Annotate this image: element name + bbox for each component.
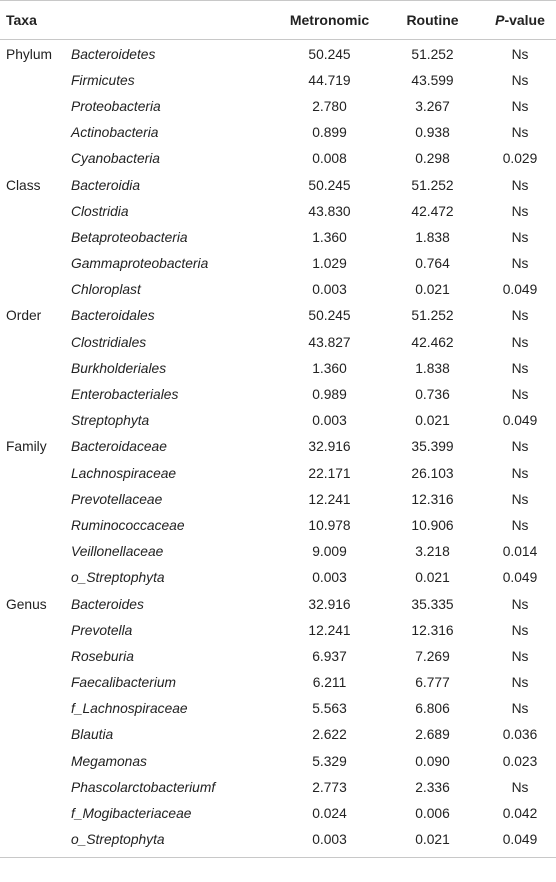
taxon-name-cell: Veillonellaceae	[71, 544, 164, 560]
routine-cell: 35.335	[411, 596, 454, 612]
routine-cell: 0.764	[415, 256, 450, 272]
metronomic-cell: 32.916	[308, 596, 351, 612]
table-row	[0, 670, 556, 696]
routine-cell: 26.103	[411, 465, 454, 481]
p-value-cell: 0.042	[502, 806, 538, 822]
table-body	[0, 40, 556, 853]
p-value-cell: Ns	[511, 779, 529, 795]
table-row	[0, 303, 556, 329]
p-value-cell: Ns	[511, 491, 529, 507]
table-row	[0, 539, 556, 565]
table-row	[0, 355, 556, 381]
header-routine: Routine	[406, 12, 459, 28]
routine-cell: 51.252	[411, 308, 454, 324]
taxon-name-cell: Roseburia	[71, 648, 134, 664]
routine-cell: 35.399	[411, 439, 454, 455]
taxon-name-cell: Phascolarctobacteriumf	[71, 779, 216, 795]
table-row	[0, 800, 556, 826]
routine-cell: 12.316	[411, 622, 454, 638]
table-row	[0, 408, 556, 434]
table-row	[0, 591, 556, 617]
routine-cell: 3.218	[415, 544, 450, 560]
metronomic-cell: 43.827	[308, 334, 351, 350]
metronomic-cell: 0.899	[312, 125, 347, 141]
p-value-cell: Ns	[511, 72, 529, 88]
routine-cell: 0.021	[415, 413, 450, 429]
routine-cell: 42.462	[411, 334, 454, 350]
p-value-cell: Ns	[511, 98, 529, 114]
metronomic-cell: 0.003	[312, 413, 347, 429]
metronomic-cell: 9.009	[312, 544, 347, 560]
metronomic-cell: 22.171	[308, 465, 351, 481]
rank-cell: Class	[6, 177, 41, 193]
table-row	[0, 93, 556, 119]
routine-cell: 7.269	[415, 648, 450, 664]
routine-cell: 0.298	[415, 151, 450, 167]
metronomic-cell: 0.003	[312, 570, 347, 586]
metronomic-cell: 6.211	[312, 675, 347, 691]
routine-cell: 51.252	[411, 46, 454, 62]
metronomic-cell: 0.003	[312, 832, 347, 848]
metronomic-cell: 43.830	[308, 203, 351, 219]
p-value-cell: Ns	[511, 387, 529, 403]
p-value-cell: 0.049	[502, 832, 538, 848]
table-row	[0, 120, 556, 146]
routine-cell: 0.021	[415, 832, 450, 848]
table-row	[0, 460, 556, 486]
p-value-cell: Ns	[511, 622, 529, 638]
p-value-cell: Ns	[511, 334, 529, 350]
metronomic-cell: 1.029	[312, 256, 347, 272]
routine-cell: 2.336	[415, 779, 450, 795]
table-row	[0, 146, 556, 172]
taxon-name-cell: Actinobacteria	[71, 125, 159, 141]
taxon-name-cell: Megamonas	[71, 753, 147, 769]
table-row	[0, 565, 556, 591]
header-p-value	[484, 12, 556, 28]
metronomic-cell: 5.329	[312, 753, 347, 769]
taxon-name-cell: f_Lachnospiraceae	[71, 701, 188, 717]
routine-cell: 42.472	[411, 203, 454, 219]
routine-cell: 0.006	[415, 806, 450, 822]
p-value-cell: 0.023	[502, 753, 538, 769]
table-row	[0, 512, 556, 538]
taxon-name-cell: Burkholderiales	[71, 360, 167, 376]
p-value-cell: 0.049	[502, 282, 538, 298]
routine-cell: 10.906	[411, 517, 454, 533]
taxon-name-cell: Gammaproteobacteria	[71, 256, 209, 272]
table-row	[0, 643, 556, 669]
p-value-cell: Ns	[511, 308, 529, 324]
routine-cell: 1.838	[415, 360, 450, 376]
table-row	[0, 381, 556, 407]
taxon-name-cell: o_Streptophyta	[71, 570, 165, 586]
p-value-cell: Ns	[511, 439, 529, 455]
routine-cell: 0.736	[415, 387, 450, 403]
metronomic-cell: 0.024	[312, 806, 347, 822]
p-value-cell: Ns	[511, 256, 529, 272]
metronomic-cell: 44.719	[308, 72, 351, 88]
p-value-cell: Ns	[511, 596, 529, 612]
p-value-cell: Ns	[511, 517, 529, 533]
p-value-cell: 0.029	[502, 151, 538, 167]
table-row	[0, 774, 556, 800]
table-row	[0, 748, 556, 774]
routine-cell: 6.806	[415, 701, 450, 717]
taxon-name-cell: Bacteroidetes	[71, 46, 156, 62]
table-row	[0, 696, 556, 722]
p-value-cell: Ns	[511, 465, 529, 481]
p-value-cell: 0.014	[502, 544, 538, 560]
table-row	[0, 198, 556, 224]
taxon-name-cell: Ruminococcaceae	[71, 517, 185, 533]
metronomic-cell: 12.241	[308, 491, 351, 507]
taxon-name-cell: Chloroplast	[71, 282, 141, 298]
p-value-cell: Ns	[511, 648, 529, 664]
table-row	[0, 224, 556, 250]
p-value-cell: Ns	[511, 177, 529, 193]
routine-cell: 0.021	[415, 282, 450, 298]
taxon-name-cell: Bacteroidia	[71, 177, 141, 193]
rank-cell: Order	[6, 308, 42, 324]
table-row	[0, 434, 556, 460]
metronomic-cell: 50.245	[308, 177, 351, 193]
header-p-suffix: -value	[504, 12, 545, 28]
metronomic-cell: 12.241	[308, 622, 351, 638]
metronomic-cell: 2.780	[312, 98, 347, 114]
routine-cell: 3.267	[415, 98, 450, 114]
routine-cell: 0.090	[415, 753, 450, 769]
routine-cell: 12.316	[411, 491, 454, 507]
metronomic-cell: 0.008	[312, 151, 347, 167]
taxon-name-cell: Blautia	[71, 727, 114, 743]
metronomic-cell: 50.245	[308, 308, 351, 324]
rank-cell: Genus	[6, 596, 47, 612]
p-value-cell: Ns	[511, 125, 529, 141]
metronomic-cell: 1.360	[312, 360, 347, 376]
taxon-name-cell: Betaproteobacteria	[71, 229, 188, 245]
metronomic-cell: 0.989	[312, 387, 347, 403]
routine-cell: 43.599	[411, 72, 454, 88]
taxon-name-cell: Cyanobacteria	[71, 151, 160, 167]
routine-cell: 2.689	[415, 727, 450, 743]
header-p-letter: P	[495, 12, 505, 28]
taxon-name-cell: Faecalibacterium	[71, 675, 177, 691]
table-row	[0, 251, 556, 277]
p-value-cell: 0.036	[502, 727, 538, 743]
p-value-cell: Ns	[511, 675, 529, 691]
taxon-name-cell: Clostridiales	[71, 334, 147, 350]
header-metronomic: Metronomic	[289, 12, 370, 28]
p-value-cell: Ns	[511, 203, 529, 219]
taxon-name-cell: Bacteroides	[71, 596, 144, 612]
taxon-name-cell: Firmicutes	[71, 72, 135, 88]
table-row	[0, 41, 556, 67]
metronomic-cell: 2.622	[312, 727, 347, 743]
taxon-name-cell: Prevotellaceae	[71, 491, 163, 507]
taxon-name-cell: o_Streptophyta	[71, 832, 165, 848]
table-row	[0, 827, 556, 853]
taxon-name-cell: Prevotella	[71, 622, 133, 638]
table-bottom-rule	[0, 857, 556, 858]
metronomic-cell: 1.360	[312, 229, 347, 245]
routine-cell: 51.252	[411, 177, 454, 193]
table-row	[0, 172, 556, 198]
taxon-name-cell: f_Mogibacteriaceae	[71, 806, 192, 822]
taxon-name-cell: Lachnospiraceae	[71, 465, 177, 481]
table-header	[0, 0, 556, 40]
metronomic-cell: 10.978	[308, 517, 351, 533]
p-value-cell: Ns	[511, 229, 529, 245]
taxon-name-cell: Bacteroidales	[71, 308, 155, 324]
routine-cell: 6.777	[415, 675, 450, 691]
rank-cell: Phylum	[6, 46, 53, 62]
table-row	[0, 277, 556, 303]
table-row	[0, 329, 556, 355]
table-row	[0, 67, 556, 93]
p-value-cell: Ns	[511, 46, 529, 62]
routine-cell: 0.021	[415, 570, 450, 586]
metronomic-cell: 0.003	[312, 282, 347, 298]
metronomic-cell: 5.563	[312, 701, 347, 717]
taxon-name-cell: Bacteroidaceae	[71, 439, 167, 455]
table-row	[0, 722, 556, 748]
routine-cell: 0.938	[415, 125, 450, 141]
header-taxa: Taxa	[6, 12, 37, 28]
p-value-cell: Ns	[511, 360, 529, 376]
metronomic-cell: 50.245	[308, 46, 351, 62]
metronomic-cell: 6.937	[312, 648, 347, 664]
table-row	[0, 617, 556, 643]
taxon-name-cell: Clostridia	[71, 203, 129, 219]
p-value-cell: Ns	[511, 701, 529, 717]
routine-cell: 1.838	[415, 229, 450, 245]
taxon-name-cell: Streptophyta	[71, 413, 150, 429]
p-value-cell: 0.049	[502, 413, 538, 429]
metronomic-cell: 2.773	[312, 779, 347, 795]
metronomic-cell: 32.916	[308, 439, 351, 455]
p-value-cell: 0.049	[502, 570, 538, 586]
taxon-name-cell: Proteobacteria	[71, 98, 161, 114]
rank-cell: Family	[6, 439, 47, 455]
table-row	[0, 486, 556, 512]
taxon-name-cell: Enterobacteriales	[71, 387, 179, 403]
